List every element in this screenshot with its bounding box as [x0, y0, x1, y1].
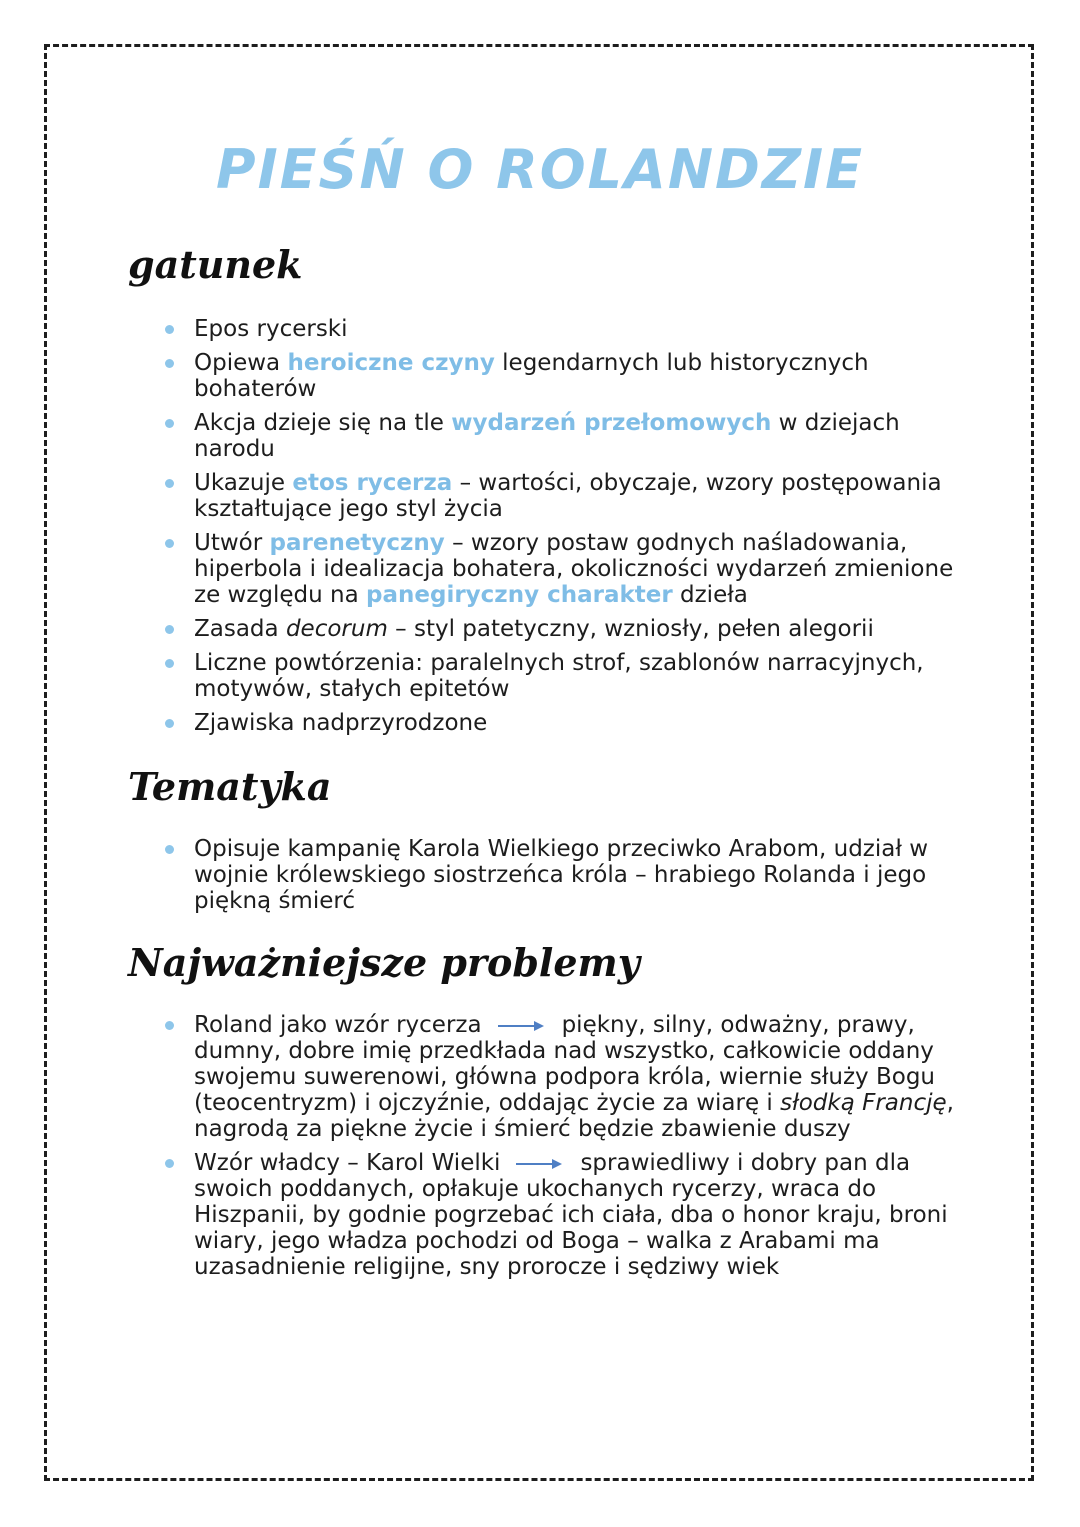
highlight-text: etos rycerza — [292, 470, 453, 496]
highlight-text: parenetyczny — [269, 530, 445, 556]
list-item: Utwór parenetyczny – wzory postaw godnych naśladowania, hiperbola i idealizacja bohatera, okoliczności wydarzeń zmienione ze względu na panegiryczny charakter dzieła — [160, 530, 960, 608]
list-item: Opisuje kampanię Karola Wielkiego przeciwko Arabom, udział w wojnie królewskiego siostrzeńca króla – hrabiego Rolanda i jego piękną śmierć — [160, 836, 960, 914]
list-tematyka — [160, 836, 960, 922]
list-item: Ukazuje etos rycerza – wartości, obyczaje, wzory postępowania kształtujące jego styl życia — [160, 470, 960, 522]
list-item: Roland jako wzór rycerza piękny, silny, odważny, prawy, dumny, dobre imię przedkłada nad wszystko, całkowicie oddany swojemu suwerenowi, główna podpora króla, wiernie służy Bogu (teocentryzm) i ojczyźnie, oddając życie za wiarę i słodką Francję, nagrodą za piękne życie i śmierć będzie zbawienie duszy — [160, 1012, 960, 1142]
list-problemy — [160, 1012, 960, 1288]
heading-najwazniejsze-problemy: Najważniejsze problemy — [128, 940, 640, 985]
page-title: PIEŚŃ O ROLANDZIE — [216, 138, 864, 201]
list-item: Zjawiska nadprzyrodzone — [160, 710, 960, 736]
arrow-right-icon — [516, 1158, 562, 1170]
italic-term: decorum — [285, 616, 388, 642]
italic-term: słodką Francję — [780, 1090, 947, 1116]
heading-tematyka: Tematyka — [128, 764, 332, 809]
highlight-text: heroiczne czyny — [287, 350, 495, 376]
heading-gatunek: gatunek — [128, 242, 303, 287]
highlight-text: panegiryczny charakter — [366, 582, 673, 608]
list-item: Wzór władcy – Karol Wielki sprawiedliwy i dobry pan dla swoich poddanych, opłakuje ukochanych rycerzy, wraca do Hiszpanii, by godnie pogrzebać ich ciała, dba o honor kraju, broni wiary, jego władza pochodzi od Boga – walka z Arabami ma uzasadnienie religijne, sny prorocze i sędziwy wiek — [160, 1150, 960, 1280]
arrow-right-icon — [498, 1020, 544, 1032]
highlight-text: wydarzeń przełomowych — [451, 410, 772, 436]
list-item: Opiewa heroiczne czyny legendarnych lub historycznych bohaterów — [160, 350, 960, 402]
list-item: Epos rycerski — [160, 316, 960, 342]
list-item: Zasada decorum – styl patetyczny, wzniosły, pełen alegorii — [160, 616, 960, 642]
list-item: Liczne powtórzenia: paralelnych strof, szablonów narracyjnych, motywów, stałych epitetów — [160, 650, 960, 702]
list-gatunek — [160, 316, 960, 744]
list-item: Akcja dzieje się na tle wydarzeń przełomowych w dziejach narodu — [160, 410, 960, 462]
